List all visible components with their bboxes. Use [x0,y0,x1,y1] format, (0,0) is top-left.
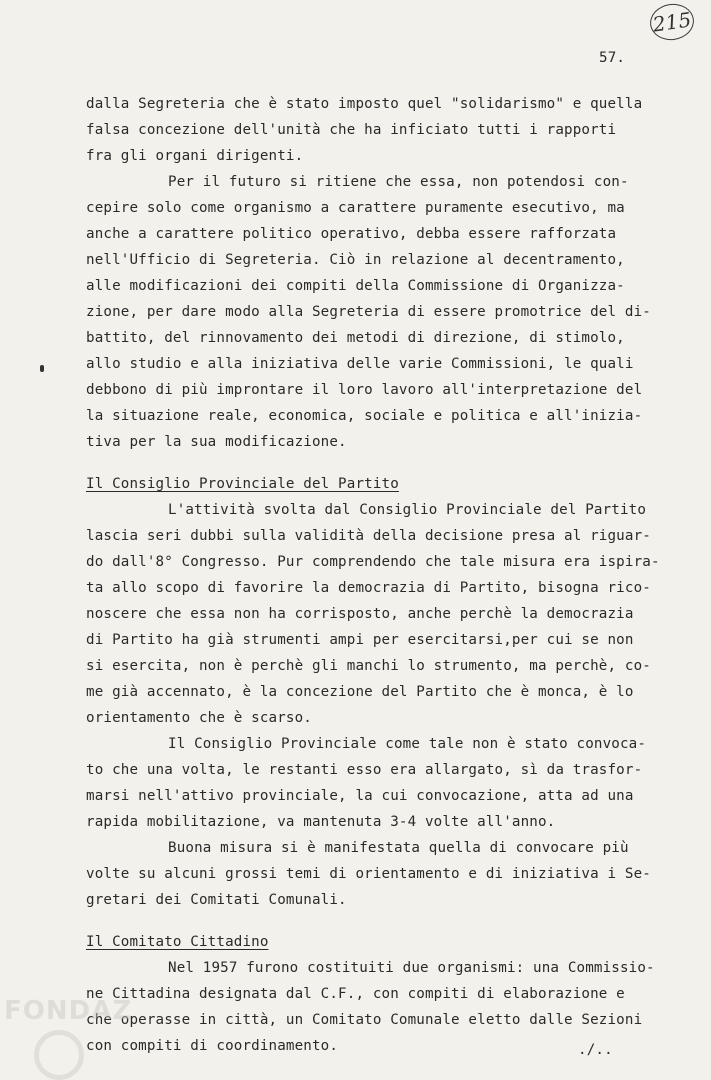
text-line: cepire solo come organismo a carattere puramente esecutivo, ma [86,200,625,216]
margin-mark [40,365,44,372]
section-heading: Il Consiglio Provinciale del Partito [86,476,399,492]
text-line: noscere che essa non ha corrisposto, anche perchè la democrazia [86,606,634,622]
text-line: che operasse in città, un Comitato Comunale eletto dalle Sezioni [86,1012,643,1028]
text-line: to che una volta, le restanti esso era allargato, sì da trasfor- [86,762,643,778]
text-line: Buona misura si è manifestata quella di convocare più [168,840,629,856]
text-line: ta allo scopo di favorire la democrazia di Partito, bisogna rico- [86,580,651,596]
text-line: battito, del rinnovamento dei metodi di direzione, di stimolo, [86,330,625,346]
page-number: 57. [599,50,626,66]
watermark: FONDAZ [4,996,133,1026]
text-line: L'attività svolta dal Consiglio Provinciale del Partito [168,502,647,518]
text-line: dalla Segreteria che è stato imposto quel "solidarismo" e quella [86,96,643,112]
text-line: do dall'8° Congresso. Pur comprendendo che tale misura era ispira- [86,554,660,570]
text-line: rapida mobilitazione, va mantenuta 3-4 volte all'anno. [86,814,556,830]
text-line: volte su alcuni grossi temi di orientamento e di iniziativa i Se- [86,866,651,882]
text-line: lascia seri dubbi sulla validità della decisione presa al riguar- [86,528,651,544]
text-line: Nel 1957 furono costituiti due organismi: una Commissio- [168,960,655,976]
text-line: tiva per la sua modificazione. [86,434,347,450]
text-line: alle modificazioni dei compiti della Commissione di Organizza- [86,278,625,294]
text-line: debbono di più improntare il loro lavoro all'interpretazione del [86,382,643,398]
text-line: orientamento che è scarso. [86,710,312,726]
text-line: Il Consiglio Provinciale come tale non è stato convoca- [168,736,647,752]
text-line: allo studio e alla iniziativa delle varie Commissioni, le quali [86,356,634,372]
text-line: gretari dei Comitati Comunali. [86,892,347,908]
text-line: marsi nell'attivo provinciale, la cui convocazione, atta ad una [86,788,634,804]
text-line: anche a carattere politico operativo, debba essere rafforzata [86,226,617,242]
text-line: zione, per dare modo alla Segreteria di essere promotrice del di- [86,304,651,320]
text-line: con compiti di coordinamento. [86,1038,339,1054]
continuation-mark: ./.. [578,1042,613,1058]
text-line: di Partito ha già strumenti ampi per esercitarsi,per cui se non [86,632,634,648]
text-line: la situazione reale, economica, sociale e politica e all'inizia- [86,408,643,424]
text-line: Per il futuro si ritiene che essa, non potendosi con- [168,174,629,190]
text-line: me già accennato, è la concezione del Partito che è monca, è lo [86,684,634,700]
watermark-logo [34,1030,84,1080]
text-line: fra gli organi dirigenti. [86,148,304,164]
text-line: si esercita, non è perchè gli manchi lo strumento, ma perchè, co- [86,658,651,674]
text-line: falsa concezione dell'unità che ha inficiato tutti i rapporti [86,122,617,138]
text-line: ne Cittadina designata dal C.F., con compiti di elaborazione e [86,986,625,1002]
section-heading: Il Comitato Cittadino [86,934,269,950]
text-line: nell'Ufficio di Segreteria. Ciò in relazione al decentramento, [86,252,625,268]
archive-number: 215 [648,1,697,43]
